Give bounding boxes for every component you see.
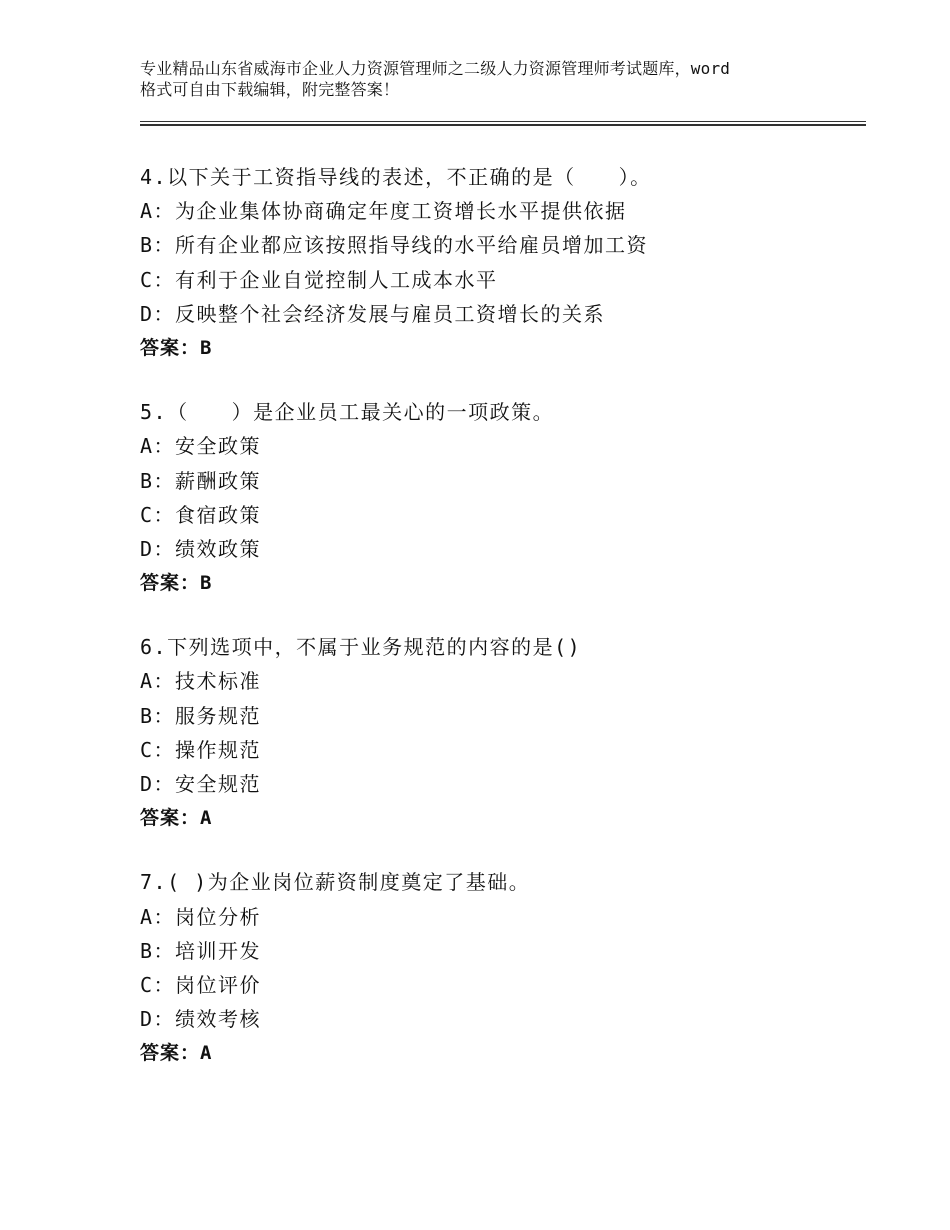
option-d: D：反映整个社会经济发展与雇员工资增长的关系 bbox=[140, 301, 606, 326]
header-divider bbox=[140, 121, 866, 122]
option-a: A：岗位分析 bbox=[140, 904, 262, 929]
option-d: D：绩效政策 bbox=[140, 536, 262, 561]
option-c: C：食宿政策 bbox=[140, 502, 262, 527]
header-divider-thick bbox=[140, 124, 866, 126]
answer-line bbox=[140, 1036, 860, 1070]
question-list bbox=[140, 160, 860, 1101]
answer-value: A bbox=[200, 1042, 213, 1065]
question-stem: 5.（ ）是企业员工最关心的一项政策。 bbox=[140, 400, 555, 425]
answer-value: A bbox=[200, 807, 213, 830]
option-c: C：操作规范 bbox=[140, 737, 262, 762]
option-b: B：服务规范 bbox=[140, 703, 262, 728]
answer-label: 答案： bbox=[140, 1042, 201, 1065]
question-4 bbox=[140, 160, 860, 365]
question-5 bbox=[140, 395, 860, 600]
option-c: C：岗位评价 bbox=[140, 972, 262, 997]
question-stem: 6.下列选项中，不属于业务规范的内容的是() bbox=[140, 635, 582, 660]
answer-label: 答案： bbox=[140, 572, 201, 595]
option-d: D：安全规范 bbox=[140, 772, 262, 796]
answer-line bbox=[140, 566, 860, 600]
question-6 bbox=[140, 630, 860, 835]
answer-value: B bbox=[200, 572, 213, 595]
question-stem: 4.以下关于工资指导线的表述，不正确的是（ ）。 bbox=[140, 165, 652, 189]
header-line-1: 专业精品山东省威海市企业人力资源管理师之二级人力资源管理师考试题库，word bbox=[140, 59, 731, 78]
header-line-2: 格式可自由下载编辑，附完整答案！ bbox=[140, 80, 400, 99]
option-a: A：安全政策 bbox=[140, 434, 262, 459]
option-b: B：所有企业都应该按照指导线的水平给雇员增加工资 bbox=[140, 233, 649, 258]
option-b: B：薪酬政策 bbox=[140, 468, 262, 493]
document-header bbox=[140, 58, 830, 100]
answer-value: B bbox=[200, 336, 213, 359]
option-c: C：有利于企业自觉控制人工成本水平 bbox=[140, 267, 498, 292]
question-stem: 7.( )为企业岗位薪资制度奠定了基础。 bbox=[140, 870, 531, 895]
answer-line bbox=[140, 331, 860, 365]
answer-label: 答案： bbox=[140, 807, 201, 830]
option-a: A：技术标准 bbox=[140, 669, 262, 694]
answer-label: 答案： bbox=[140, 336, 201, 359]
answer-line bbox=[140, 801, 860, 835]
option-b: B：培训开发 bbox=[140, 938, 262, 963]
option-d: D：绩效考核 bbox=[140, 1007, 262, 1032]
question-7 bbox=[140, 865, 860, 1070]
option-a: A：为企业集体协商确定年度工资增长水平提供依据 bbox=[140, 199, 627, 224]
